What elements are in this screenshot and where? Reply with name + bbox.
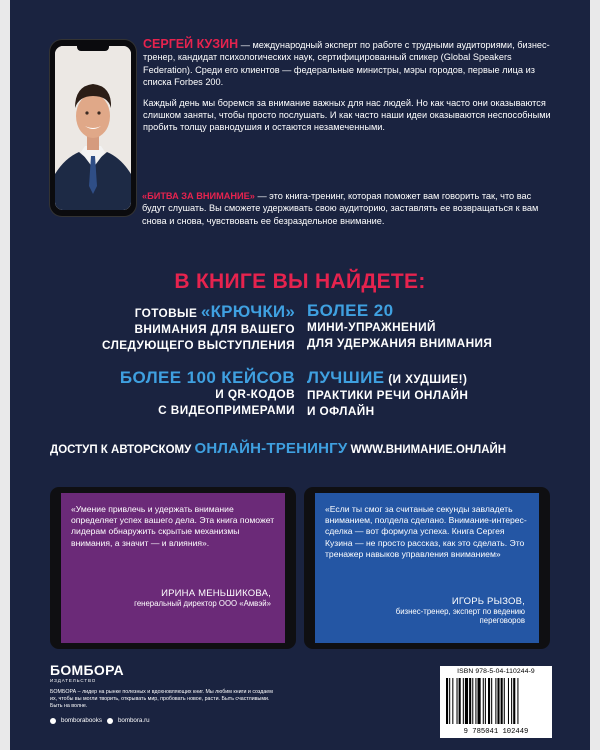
barcode-stripe bbox=[463, 678, 464, 724]
feature-hooks-line1: ГОТОВЫЕ «КРЮЧКИ» bbox=[134, 302, 295, 321]
feature-cases bbox=[120, 370, 295, 418]
quote-card-purple bbox=[61, 493, 285, 643]
online-training-access bbox=[50, 440, 570, 457]
barcode-digits: 9 785041 102449 bbox=[463, 728, 529, 736]
feature-best-big: ЛУЧШИЕ bbox=[307, 368, 385, 387]
barcode-stripe bbox=[511, 678, 512, 724]
publisher-description: БОМБОРА – лидер на рынке полезных и вдохновляющих книг. Мы любим книги и создаем их, чтобы вы могли творить, открывать мир, пробовать новое, расти. Быть счастливыми. Быть на волне. bbox=[50, 689, 273, 709]
barcode-stripe bbox=[472, 678, 473, 724]
access-url[interactable]: WWW.ВНИМАНИЕ.ОНЛАЙН bbox=[350, 444, 507, 456]
book-back-cover bbox=[10, 0, 590, 750]
quote-author-role: генеральный директор ООО «Амвэй» bbox=[134, 599, 271, 608]
access-prefix: ДОСТУП К АВТОРСКОМУ bbox=[50, 444, 192, 456]
web-icon bbox=[107, 718, 113, 724]
barcode-stripe bbox=[501, 678, 503, 724]
social-handle[interactable]: bomborabooks bbox=[61, 717, 102, 724]
quote-text: «Если ты смог за считаные секунды завладеть вниманием, полдела сделано. Внимание-интерес-сделка — вот формула успеха. Книга Сергея Кузина — не просто рассказ, как это сделать. Это тренажер навыков управления вниманием» bbox=[325, 504, 527, 559]
book-description-text bbox=[50, 190, 550, 227]
phone-notch bbox=[77, 46, 109, 51]
author-name: СЕРГЕЙ КУЗИН bbox=[143, 37, 239, 51]
social-icon bbox=[50, 718, 56, 724]
feature-best-line2: ПРАКТИКИ РЕЧИ ОНЛАЙН bbox=[307, 388, 469, 402]
barcode-stripe bbox=[465, 678, 468, 724]
barcode-stripe bbox=[488, 678, 490, 724]
barcode-stripe bbox=[504, 678, 505, 724]
quote-text: «Умение привлечь и удержать внимание определяет успех вашего дела. Эта книга поможет лидерам обнаружить скрытые механизмы внимания, а значит — и влияния». bbox=[71, 504, 275, 548]
feature-cases-line2: И QR-КОДОВ bbox=[215, 387, 295, 401]
bio-paragraph-2: Каждый день мы боремся за внимание важных для нас людей. Но как часто они оказываются слишком заняты, чтобы просто послушать. И как часто наши идеи оказываются неспособными пробить толщу равнодушия и остаются незамеченными. bbox=[143, 97, 551, 133]
barcode-stripe bbox=[517, 678, 518, 724]
feature-exercises-line2: МИНИ-УПРАЖНЕНИЙ bbox=[307, 320, 436, 334]
feature-best-small: (И ХУДШИЕ!) bbox=[388, 372, 468, 386]
book-description bbox=[50, 190, 550, 227]
quote-signature bbox=[134, 588, 271, 608]
barcode-stripe bbox=[459, 678, 461, 724]
feature-cases-line3: С ВИДЕОПРИМЕРАМИ bbox=[158, 403, 295, 417]
isbn-barcode bbox=[440, 666, 552, 738]
publisher-social bbox=[50, 717, 150, 724]
quote-signature bbox=[375, 596, 525, 626]
bio-intro-text: — международный эксперт по работе с трудными аудиториями, бизнес-тренер, кандидат психологических наук, сертифицированный спикер (Global Speakers Federation). Среди его клиентов — федеральные министры, мэры городов, первые лица из списка Forbes 200. bbox=[143, 40, 550, 88]
quote-author-role: бизнес-тренер, эксперт по ведению переговоров bbox=[395, 607, 525, 626]
feature-hooks-line2: ВНИМАНИЯ ДЛЯ ВАШЕГО bbox=[134, 322, 295, 336]
feature-exercises bbox=[307, 303, 492, 351]
publisher-block bbox=[50, 664, 280, 710]
publisher-sub: ИЗДАТЕЛЬСТВО bbox=[50, 678, 97, 683]
feature-hooks-line3: СЛЕДУЮЩЕГО ВЫСТУПЛЕНИЯ bbox=[101, 338, 295, 352]
quote-tablet-left bbox=[50, 487, 296, 649]
barcode-stripe bbox=[485, 678, 486, 724]
quote-tablet-right bbox=[304, 487, 550, 649]
publisher-logo: БОМБОРА bbox=[50, 662, 124, 678]
author-photo bbox=[55, 46, 131, 210]
barcode-stripe bbox=[446, 678, 448, 724]
section-heading: В КНИГЕ ВЫ НАЙДЕТЕ: bbox=[174, 270, 426, 293]
access-highlight: ОНЛАЙН-ТРЕНИНГУ bbox=[194, 440, 348, 457]
author-bio bbox=[143, 38, 563, 142]
quote-card-blue bbox=[315, 493, 539, 643]
barcode-stripe bbox=[452, 678, 453, 724]
feature-hooks-big: «КРЮЧКИ» bbox=[200, 302, 295, 321]
feature-best-line1 bbox=[307, 370, 468, 387]
bio-paragraph-1 bbox=[143, 38, 563, 89]
feature-cases-big: БОЛЕЕ 100 КЕЙСОВ bbox=[119, 368, 295, 387]
author-portrait-illustration bbox=[55, 46, 131, 210]
feature-best-line3: И ОФЛАЙН bbox=[307, 404, 375, 418]
barcode-stripe bbox=[478, 678, 481, 724]
barcode-stripe bbox=[457, 678, 458, 724]
barcode-stripe bbox=[495, 678, 496, 724]
barcode-stripe bbox=[483, 678, 484, 724]
feature-exercises-line3: ДЛЯ УДЕРЖАНИЯ ВНИМАНИЯ bbox=[307, 336, 493, 350]
book-title: «БИТВА ЗА ВНИМАНИЕ» bbox=[142, 191, 255, 201]
quote-author-name: ИРИНА МЕНЬШИКОВА, bbox=[161, 588, 271, 599]
barcode-stripe bbox=[513, 678, 515, 724]
feature-exercises-big: БОЛЕЕ 20 bbox=[307, 301, 394, 320]
barcode-stripe bbox=[475, 678, 476, 724]
feature-best-practices bbox=[307, 370, 468, 419]
barcode-stripe bbox=[469, 678, 471, 724]
feature-hooks bbox=[102, 304, 295, 353]
book-desc: — это книга-тренинг, которая поможет вам говорить так, что вас будут слушать. Вы сможете удерживать свою аудиторию, заставлять ее возвращаться к вам снова и снова, чувствовать ее безраздельное внимание. bbox=[142, 191, 539, 226]
quote-author-name: ИГОРЬ РЫЗОВ, bbox=[451, 596, 525, 607]
barcode-stripe bbox=[449, 678, 450, 724]
publisher-site[interactable]: bombora.ru bbox=[117, 717, 150, 724]
barcode-stripe bbox=[497, 678, 499, 724]
barcode-bars bbox=[446, 678, 546, 724]
isbn-label: ISBN 978-5-04-110244-9 bbox=[457, 668, 535, 675]
barcode-stripe bbox=[491, 678, 492, 724]
barcode-stripe bbox=[508, 678, 509, 724]
